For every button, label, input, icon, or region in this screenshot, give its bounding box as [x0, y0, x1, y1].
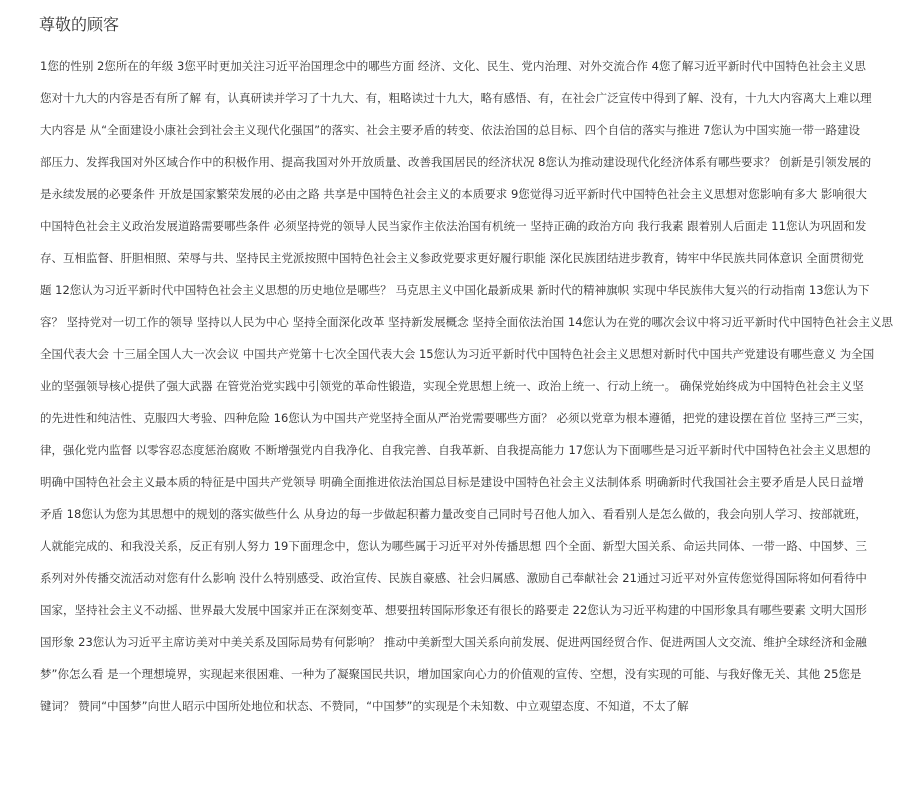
text-line: 中国特色社会主义政治发展道路需要哪些条件 必须坚持党的领导人民当家作主依法治国有机统一 坚持正确的政治方向 我行我素 跟着别人后面走 11您认为巩固和发 [40, 219, 867, 233]
text-line: 国形象 23您认为习近平主席访美对中美关系及国际局势有何影响？ 推动中美新型大国关系向前发展、促进两国经贸合作、促进两国人文交流、维护全球经济和金融 [40, 635, 867, 649]
text-line: 矛盾 18您认为您为其思想中的规划的落实做些什么 从身边的每一步做起积蓄力量改变自己同时号召他人加入、看看别人是怎么做的，我会向别人学习、按部就班， [40, 507, 867, 521]
document-body [40, 54, 900, 726]
text-line: 梦”你怎么看 是一个理想境界，实现起来很困难、一种为了凝聚国民共识，增加国家向心力的价值观的宣传、空想，没有实现的可能、与我好像无关、其他 25您是 [40, 667, 862, 681]
text-line: 题 12您认为习近平新时代中国特色社会主义思想的历史地位是哪些？ 马克思主义中国化最新成果 新时代的精神旗帜 实现中华民族伟大复兴的行动指南 13您认为下 [40, 283, 870, 297]
text-line: 部压力、发挥我国对外区域合作中的积极作用、提高我国对外开放质量、改善我国居民的经济状况 8您认为推动建设现代化经济体系有哪些要求？ 创新是引领发展的 [40, 155, 872, 169]
text-line: 键词？ 赞同“中国梦”向世人昭示中国所处地位和状态、不赞同，“中国梦”的实现是个未知数、中立观望态度、不知道，不太了解 [40, 699, 689, 713]
text-line: 全国代表大会 十三届全国人大一次会议 中国共产党第十七次全国代表大会 15您认为习近平新时代中国特色社会主义思想对新时代中国共产党建设有哪些意义 为全国 [40, 347, 875, 361]
text-line: 业的坚强领导核心提供了强大武器 在管党治党实践中引领党的革命性锻造，实现全党思想上统一、政治上统一、行动上统一。 确保党始终成为中国特色社会主义坚 [40, 379, 864, 393]
text-line: 1您的性别 2您所在的年级 3您平时更加关注习近平治国理念中的哪些方面 经济、文化、民生、党内治理、对外交流合作 4您了解习近平新时代中国特色社会主义思 [40, 59, 866, 73]
text-line: 国家，坚持社会主义不动摇、世界最大发展中国家并正在深刻变革、想要扭转国际形象还有很长的路要走 22您认为习近平构建的中国形象具有哪些要素 文明大国形 [40, 603, 867, 617]
text-line: 明确中国特色社会主义最本质的特征是中国共产党领导 明确全面推进依法治国总目标是建设中国特色社会主义法制体系 明确新时代我国社会主要矛盾是人民日益增 [40, 475, 864, 489]
text-line: 人就能完成的、和我没关系，反正有别人努力 19下面理念中，您认为哪些属于习近平对外传播思想 四个全面、新型大国关系、命运共同体、一带一路、中国梦、三 [40, 539, 867, 553]
text-line: 的先进性和纯洁性、克服四大考验、四种危险 16您认为中国共产党坚持全面从严治党需要哪些方面？ 必须以党章为根本遵循，把党的建设摆在首位 坚持三严三实， [40, 411, 871, 425]
text-line: 律，强化党内监督 以零容忍态度惩治腐败 不断增强党内自我净化、自我完善、自我革新、自我提高能力 17您认为下面哪些是习近平新时代中国特色社会主义思想的 [40, 443, 871, 457]
text-line: 存、互相监督、肝胆相照、荣辱与共、坚持民主党派按照中国特色社会主义参政党要求更好履行职能 深化民族团结进步教育，铸牢中华民族共同体意识 全面贯彻党 [40, 251, 864, 265]
text-line: 您对十九大的内容是否有所了解 有，认真研读并学习了十九大、有，粗略读过十九大，略有感悟、有，在社会广泛宣传中得到了解、没有，十九大内容离大上难以理 [40, 91, 872, 105]
text-line: 大内容是 从“全面建设小康社会到社会主义现代化强国”的落实、社会主要矛盾的转变、依法治国的总目标、四个自信的落实与推进 7您认为中国实施一带一路建设 [40, 123, 861, 137]
text-line: 容？ 坚持党对一切工作的领导 坚持以人民为中心 坚持全面深化改革 坚持新发展概念 坚持全面依法治国 14您认为在党的哪次会议中将习近平新时代中国特色社会主义思 [40, 315, 894, 329]
page-title: 尊敬的顾客 [39, 15, 120, 34]
text-line: 是永续发展的必要条件 开放是国家繁荣发展的必由之路 共享是中国特色社会主义的本质要求 9您觉得习近平新时代中国特色社会主义思想对您影响有多大 影响很大 [40, 187, 867, 201]
text-line: 系列对外传播交流活动对您有什么影响 没什么特别感受、政治宣传、民族自豪感、社会归属感、激励自己奉献社会 21通过习近平对外宣传您觉得国际将如何看待中 [40, 571, 867, 585]
